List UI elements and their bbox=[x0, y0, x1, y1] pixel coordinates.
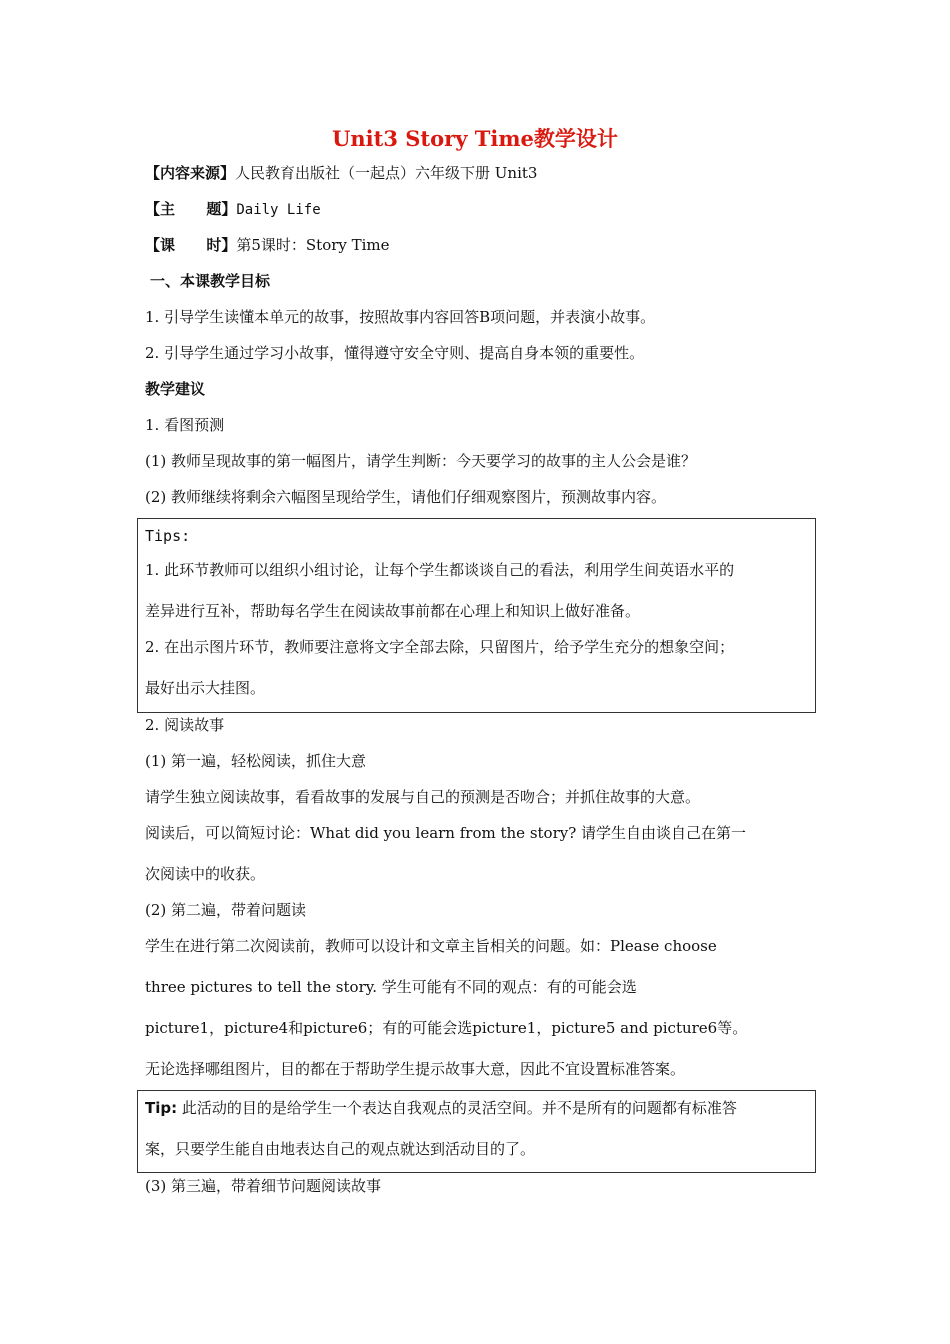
objective-item-2: 2. 引导学生通过学习小故事，懂得遵守安全守则、提高自身本领的重要性。 bbox=[145, 344, 645, 362]
source-value: 人民教育出版社（一起点）六年级下册 Unit3 bbox=[235, 164, 538, 182]
meta-source bbox=[145, 163, 537, 183]
tip-label: Tip: bbox=[145, 1099, 178, 1117]
tip-text-1: 此活动的目的是给学生一个表达自我观点的灵活空间。并不是所有的问题都有标准答 bbox=[181, 1099, 737, 1117]
read1-heading: (1) 第一遍，轻松阅读，抓住大意 bbox=[145, 752, 367, 770]
step2-heading: 2. 阅读故事 bbox=[145, 716, 225, 734]
step1-item-2: (2) 教师继续将剩余六幅图呈现给学生，请他们仔细观察图片，预测故事内容。 bbox=[145, 488, 667, 506]
read1-line-1: 请学生独立阅读故事，看看故事的发展与自己的预测是否吻合；并抓住故事的大意。 bbox=[145, 788, 701, 806]
tips-label: Tips: bbox=[145, 527, 191, 545]
tip-line-2: 案，只要学生能自由地表达自己的观点就达到活动目的了。 bbox=[145, 1140, 536, 1158]
read2-line-2: three pictures to tell the story. 学生可能有不同的观点：有的可能会选 bbox=[145, 978, 637, 996]
tips-box bbox=[137, 518, 816, 713]
section1-heading: 一、本课教学目标 bbox=[150, 272, 271, 290]
step1-heading: 1. 看图预测 bbox=[145, 416, 225, 434]
read2-heading: (2) 第二遍，带着问题读 bbox=[145, 901, 307, 919]
period-value: 第5课时：Story Time bbox=[236, 236, 390, 254]
read2-line-3: picture1，picture4和picture6；有的可能会选picture1，picture5 and picture6等。 bbox=[145, 1019, 748, 1037]
tips-line-4: 最好出示大挂图。 bbox=[145, 679, 266, 697]
tip-box bbox=[137, 1090, 816, 1173]
meta-topic bbox=[145, 199, 321, 220]
read3-heading: (3) 第三遍，带着细节问题阅读故事 bbox=[145, 1177, 382, 1195]
document-title: Unit3 Story Time教学设计 bbox=[332, 126, 618, 151]
tips-line-1: 1. 此环节教师可以组织小组讨论，让每个学生都谈谈自己的看法，利用学生间英语水平的 bbox=[145, 561, 735, 579]
read2-line-4: 无论选择哪组图片，目的都在于帮助学生提示故事大意，因此不宜设置标准答案。 bbox=[145, 1060, 686, 1078]
meta-period bbox=[145, 235, 390, 255]
source-label: 【内容来源】 bbox=[145, 164, 236, 182]
step1-item-1: (1) 教师呈现故事的第一幅图片，请学生判断：今天要学习的故事的主人公会是谁？ bbox=[145, 452, 697, 470]
tip-line-1 bbox=[145, 1098, 737, 1118]
read1-line-2: 阅读后，可以简短讨论：What did you learn from the story? 请学生自由谈自己在第一 bbox=[145, 824, 747, 842]
read2-line-1: 学生在进行第二次阅读前，教师可以设计和文章主旨相关的问题。如：Please choose bbox=[145, 937, 717, 955]
tips-line-3: 2. 在出示图片环节，教师要注意将文字全部去除，只留图片，给予学生充分的想象空间； bbox=[145, 638, 735, 656]
period-label: 【课 时】 bbox=[145, 236, 237, 254]
objective-item-1: 1. 引导学生读懂本单元的故事，按照故事内容回答B项问题，并表演小故事。 bbox=[145, 308, 656, 326]
topic-value: Daily Life bbox=[236, 202, 321, 218]
topic-label: 【主 题】 bbox=[145, 200, 237, 218]
read1-line-3: 次阅读中的收获。 bbox=[145, 865, 266, 883]
tips-line-2: 差异进行互补，帮助每名学生在阅读故事前都在心理上和知识上做好准备。 bbox=[145, 602, 641, 620]
section2-heading: 教学建议 bbox=[145, 380, 206, 398]
